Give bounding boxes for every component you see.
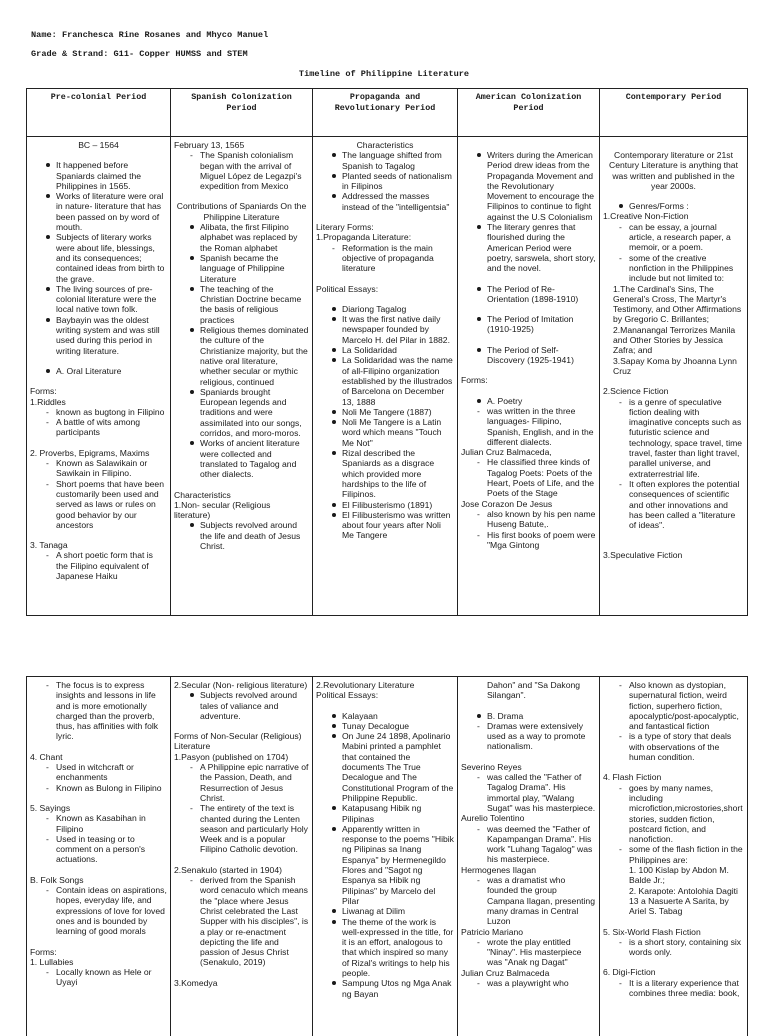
dash-item: - is a genre of speculative fiction dealing with imaginative concepts such as futuristic science and technology, space travel, time travel, faster than light travel, parallel universe, and extraterrestrial life. <box>603 397 744 479</box>
dash-item: - Known as Bulong in Filipino <box>30 783 167 793</box>
spacer <box>603 376 744 386</box>
column-content <box>458 677 599 988</box>
spacer <box>30 937 167 947</box>
text-line: 1.The Cardinal's Sins, The General's Cross, The Martyr's Testimony, and Other Affirmations by Gregorio C. Brillantes; <box>613 283 742 325</box>
column-header: American Colonization Period <box>458 89 599 137</box>
text-line: 3.Komedya <box>174 977 218 988</box>
column-content <box>27 677 170 988</box>
dash-item: - The entirety of the text is chanted during the Lenten season and particularly Holy Week and is a popular Filipino Catholic devotion. <box>174 803 309 854</box>
bullet-item: Alibata, the first Filipino alphabet was replaced by the Roman alphabet <box>174 222 309 253</box>
bullet-item: The Period of Imitation (1910-1925) <box>461 314 596 335</box>
bullet-item: On June 24 1898, Apolinario Mabini printed a pamphlet that contained the documents The True Decalogue and The Constitutional Program of the Philippine Republic. <box>316 731 454 803</box>
dash-item: - Also known as dystopian, supernatural fiction, weird fiction, superhero fiction, apocalyptic/post-apocalyptic, and fantastical fiction <box>603 680 744 731</box>
column-header: Contemporary Period <box>600 89 747 137</box>
text-line: 2.Science Fiction <box>603 386 669 397</box>
column-spanish <box>171 89 313 615</box>
text-line: February 13, 1565 <box>174 140 245 150</box>
dash-item: - some of the creative nonfiction in the Philippines include but not limited to: <box>603 253 744 284</box>
text-line: Patricio Mariano <box>461 926 524 937</box>
bullet-item: Kalayaan <box>316 711 454 721</box>
text-line: Contemporary literature or 21st Century Literature is anything that was written and published in the year 2000s. <box>609 150 738 191</box>
bullet-item: It was the first native daily newspaper founded by Marcelo H. del Pilar in 1882. <box>316 314 454 345</box>
spacer <box>603 540 744 550</box>
column-header: Pre-colonial Period <box>27 89 170 137</box>
bullet-item: Tunay Decalogue <box>316 721 454 731</box>
text-line: Contributions of Spaniards On the Philippine Literature <box>176 201 307 222</box>
bullet-item: Diariong Tagalog <box>316 304 454 314</box>
text-line: 2.Revolutionary Literature <box>316 680 415 690</box>
column-content <box>458 137 599 550</box>
dash-item: - He classified three kinds of Tagalog Poets: Poets of the Heart, Poets of Life, and the Poets of the Stage <box>461 457 596 498</box>
spacer <box>461 140 596 150</box>
text-line: Forms of Non-Secular (Religious) Literature <box>174 731 302 752</box>
dash-item: - Contain ideas on aspirations, hopes, everyday life, and expressions of love for loved ones and is bounded by learning of good morals <box>30 885 167 936</box>
bullet-item: A. Poetry <box>461 396 596 406</box>
bullet-item: Baybayin was the oldest writing system and was still used during this period in writing literature. <box>30 315 167 356</box>
bullet-item: Noli Me Tangere is a Latin word which means "Touch Me Not" <box>316 417 454 448</box>
spacer <box>461 274 596 284</box>
text-line: Julian Cruz Balmaceda, <box>461 447 552 458</box>
spacer <box>316 294 454 304</box>
spacer <box>30 793 167 803</box>
column-propaganda <box>313 89 458 615</box>
text-line: Forms: <box>461 375 488 386</box>
text-line: B. Folk Songs <box>30 874 84 885</box>
spacer <box>30 376 167 386</box>
spacer <box>603 917 744 927</box>
text-line: 1.Propaganda Literature: <box>316 232 412 243</box>
column-content <box>27 137 170 581</box>
bullet-item: Sampung Utos ng Mga Anak ng Bayan <box>316 978 454 999</box>
text-line: Aurelio Tolentino <box>461 813 525 824</box>
bullet-item: The Period of Self-Discovery (1925-1941) <box>461 345 596 366</box>
bullet-item: Noli Me Tangere (1887) <box>316 407 454 417</box>
text-line: 5. Six-World Flash Fiction <box>603 926 701 937</box>
bullet-item: The literary genres that flourished during the American Period were poetry, sarswela, short story, and the novel. <box>461 222 596 273</box>
column-content <box>313 677 457 999</box>
dash-item: - can be essay, a journal article, a research paper, a memoir, or a poem. <box>603 222 744 253</box>
text-line: Political Essays: <box>316 690 379 701</box>
column-header: Spanish Colonization Period <box>171 89 312 137</box>
spacer <box>174 480 309 490</box>
text-line: 1.Pasyon (published on 1704) <box>174 751 289 762</box>
column-contemporary-cont <box>600 677 747 1036</box>
bullet-item: Genres/Forms : <box>603 201 744 211</box>
grade-strand: Grade & Strand: G11- Copper HUMSS and STEM <box>31 49 248 59</box>
spacer <box>603 762 744 772</box>
bullet-item: The Period of Re-Orientation (1898-1910) <box>461 284 596 305</box>
text-line: 1.Creative Non-Fiction <box>603 211 689 222</box>
spacer <box>316 274 454 284</box>
spacer <box>316 212 454 222</box>
bullet-item: El Filibusterismo (1891) <box>316 500 454 510</box>
bullet-item: Subjects revolved around the life and death of Jesus Christ. <box>174 520 309 551</box>
column-precolonial-cont <box>27 677 171 1036</box>
text-line: 6. Digi-Fiction <box>603 967 656 978</box>
spacer <box>461 304 596 314</box>
column-precolonial <box>27 89 171 615</box>
bullet-item: Addressed the masses instead of the "intelligentsia" <box>316 191 454 212</box>
dash-item: - Dramas were extensively used as a way to promote nationalism. <box>461 721 596 752</box>
spacer <box>30 438 167 448</box>
dash-item: - goes by many names, including microfiction,microstories,short stories, sudden fiction, postcard fiction, and nanofiction. <box>603 783 744 845</box>
dash-item: - known as bugtong in Filipino <box>30 407 167 417</box>
column-content <box>313 137 457 541</box>
text-line: Hermogenes Ilagan <box>461 864 537 875</box>
dash-item: - Known as Salawikain or Sawikain in Filipino. <box>30 458 167 479</box>
column-propaganda-cont <box>313 677 458 1036</box>
dash-item: - derived from the Spanish word cenaculo which means the "place where Jesus Christ celebrated the Last Supper with his disciples", is a play or re-enactment depicting the life and passion of Jesus Christ (Senakulo, 2019) <box>174 875 309 968</box>
spacer <box>461 701 596 711</box>
bullet-item: La Solidaridad was the name of all-Filipino organization established by the illustrados of Barcelona on December 13, 1888 <box>316 355 454 406</box>
text-line: Literary Forms: <box>316 222 374 233</box>
dash-item: - A short poetic form that is the Filipino equivalent of Japanese Haiku <box>30 550 167 581</box>
spacer <box>30 356 167 366</box>
column-content <box>600 137 747 561</box>
spacer <box>461 386 596 396</box>
text-line: 1. 100 Kislap by Abdon M. Balde Jr.; <box>629 865 729 886</box>
column-american <box>458 89 600 615</box>
bullet-item: The living sources of pre-colonial literature were the local native town folk. <box>30 284 167 315</box>
dash-item: - The focus is to express insights and lessons in life and is more emotionally charged than the proverb, thus, has affinities with folk lyric. <box>30 680 167 742</box>
spacer <box>461 752 596 762</box>
text-line: 4. Chant <box>30 751 63 762</box>
column-content <box>600 677 747 998</box>
text-line: Jose Corazon De Jesus <box>461 498 553 509</box>
dash-item: - some of the flash fiction in the Philippines are: <box>603 844 744 865</box>
bullet-item: Subjects of literary works were about life, blessings, and its consequences; contained ideas from birth to the grave. <box>30 232 167 283</box>
spacer <box>174 968 309 978</box>
text-line: 2. Proverbs, Epigrams, Maxims <box>30 447 150 458</box>
spacer <box>174 721 309 731</box>
spacer <box>174 191 309 201</box>
dash-item: - was called the "Father of Tagalog Drama". His immortal play, "Walang Sugat" was his masterpiece. <box>461 772 596 813</box>
dash-item: - Reformation is the main objective of propaganda literature <box>316 243 454 274</box>
spacer <box>461 365 596 375</box>
dash-item: - It is a literary experience that combines three media: book, <box>603 978 744 999</box>
text-line: Dahon" and "Sa Dakong Silangan". <box>487 680 581 701</box>
column-header: Propaganda and Revolutionary Period <box>313 89 457 137</box>
spacer <box>30 742 167 752</box>
bullet-item: La Solidaridad <box>316 345 454 355</box>
dash-item: - was deemed the "Father of Kapampangan Drama". His work "Luhang Tagalog" was his masterpiece. <box>461 824 596 865</box>
spacer <box>603 957 744 967</box>
dash-item: - Used in witchcraft or enchanments <box>30 762 167 783</box>
text-line: Forms: <box>30 386 57 397</box>
text-line: 2.Secular (Non- religious literature) <box>174 680 308 690</box>
column-content <box>171 677 312 988</box>
spacer <box>174 855 309 865</box>
dash-item: - wrote the play entitled "Ninay". His masterpiece was "Anak ng Dagat" <box>461 937 596 968</box>
dash-item: - Short poems that have been customarily been used and served as laws or rules on good behavior by our ancestors <box>30 479 167 530</box>
bullet-item: Spanish became the language of Philippine Literature <box>174 253 309 284</box>
bullet-item: Liwanag at Dilim <box>316 906 454 916</box>
column-content <box>171 137 312 551</box>
text-line: 4. Flash Fiction <box>603 772 662 783</box>
column-contemporary <box>600 89 747 615</box>
spacer <box>461 335 596 345</box>
bullet-item: El Filibusterismo was written about four years after Noli Me Tangere <box>316 510 454 541</box>
bullet-item: A. Oral Literature <box>30 366 167 376</box>
text-line: 1.Non- secular (Religious literature) <box>174 499 271 521</box>
dash-item: - A battle of wits among participants <box>30 417 167 438</box>
column-american-cont <box>458 677 600 1036</box>
bullet-item: Subjects revolved around tales of valiance and adventure. <box>174 690 309 721</box>
bullet-item: Katapusang Hibik ng Pilipinas <box>316 803 454 824</box>
timeline-table-page1 <box>26 88 748 616</box>
spacer <box>603 530 744 540</box>
bullet-item: Religious themes dominated the culture of the Christianize majority, but the native oral literature, whether secular or mythic religious, continued <box>174 325 309 387</box>
spacer <box>603 140 744 150</box>
timeline-table-page2 <box>26 676 748 1036</box>
text-line: 3.Speculative Fiction <box>603 550 683 561</box>
text-line: BC – 1564 <box>78 140 119 150</box>
spacer <box>316 701 454 711</box>
dash-item: - It often explores the potential consequences of scientific and other innovations and has been called a "literature of ideas". <box>603 479 744 530</box>
text-line: 3.Sapay Koma by Jhoanna Lynn Cruz <box>613 355 737 376</box>
student-names: Name: Franchesca Rine Rosanes and Mhyco Manuel <box>31 30 269 40</box>
text-line: 2. Karapote: Antolohia Dagiti 13 a Nasuerte A Sarita, by Ariel S. Tabag <box>629 885 738 917</box>
spacer <box>603 191 744 201</box>
text-line: 2.Senakulo (started in 1904) <box>174 864 282 875</box>
dash-item: - was a playwright who <box>461 978 596 988</box>
dash-item: - A Philippine epic narrative of the Passion, Death, and Resurrection of Jesus Christ. <box>174 762 309 803</box>
dash-item: - also known by his pen name Huseng Batute,. <box>461 509 596 530</box>
bullet-item: Planted seeds of nationalism in Filipinos <box>316 171 454 192</box>
bullet-item: Spaniards brought European legends and traditions and were assimilated into our songs, corridos, and moro-moros. <box>174 387 309 438</box>
document-title: Timeline of Philippine Literature <box>298 69 470 79</box>
text-line: 1.Riddles <box>30 396 66 407</box>
dash-item: - Known as Kasabihan in Filipino <box>30 813 167 834</box>
bullet-item: The language shifted from Spanish to Tagalog <box>316 150 454 171</box>
bullet-item: Writers during the American Period drew ideas from the Propaganda Movement and the Revolutionary Movement to encourage the Filipinos to continue to fight against the U.S Colonialism <box>461 150 596 222</box>
spacer <box>30 150 167 160</box>
spacer <box>30 865 167 875</box>
bullet-item: Apparently written in response to the poems "Hibik ng Pilipinas sa Inang Espanya" by Hermenegildo Flores and "Sagot ng Espanya sa Hibik ng Pilipinas" by Marcelo del Pilar <box>316 824 454 906</box>
dash-item: - was a dramatist who founded the group Campana Ilagan, presenting many dramas in Central Luzon <box>461 875 596 926</box>
dash-item: - is a type of story that deals with observations of the human condition. <box>603 731 744 762</box>
dash-item: - His first books of poem were "Mga Gintong <box>461 530 596 551</box>
text-line: 5. Sayings <box>30 802 71 813</box>
dash-item: - was written in the three languages- Filipino, Spanish, English, and in the different dialects. <box>461 406 596 447</box>
spacer <box>30 530 167 540</box>
bullet-item: B. Drama <box>461 711 596 721</box>
text-line: Julian Cruz Balmaceda <box>461 967 550 978</box>
bullet-item: Rizal described the Spaniards as a disgrace which provided more hardships to the life of Filipinos. <box>316 448 454 499</box>
bullet-item: The theme of the work is well-expressed in the title, for it is an effort, analogous to that which inspired so many of Rizal's writings to help his people. <box>316 917 454 979</box>
bullet-item: The teaching of the Christian Doctrine became the basis of religious practices <box>174 284 309 325</box>
dash-item: - Locally known as Hele or Uyayi <box>30 967 167 988</box>
text-line: Characteristics <box>174 489 231 500</box>
text-line: Forms: <box>30 946 57 957</box>
text-line: 1. Lullabies <box>30 956 74 967</box>
column-spanish-cont <box>171 677 313 1036</box>
text-line: 2.Mananangal Terrorizes Manila and Other Stories by Jessica Zafra; and <box>613 324 736 356</box>
text-line: Characteristics <box>356 140 414 150</box>
text-line: Political Essays: <box>316 283 379 294</box>
dash-item: - Used in teasing or to comment on a person's actuations. <box>30 834 167 865</box>
bullet-item: It happened before Spaniards claimed the Philippines in 1565. <box>30 160 167 191</box>
bullet-item: Works of literature were oral in nature- literature that has been passed on by word of mouth. <box>30 191 167 232</box>
bullet-item: Works of ancient literature were collected and translated to Tagalog and other dialects. <box>174 438 309 479</box>
text-line: 3. Tanaga <box>30 540 68 551</box>
dash-item: - is a short story, containing six words only. <box>603 937 744 958</box>
text-line: Severino Reyes <box>461 761 522 772</box>
dash-item: - The Spanish colonialism began with the arrival of Miguel López de Legazpi's expedition from Mexico <box>174 150 309 191</box>
